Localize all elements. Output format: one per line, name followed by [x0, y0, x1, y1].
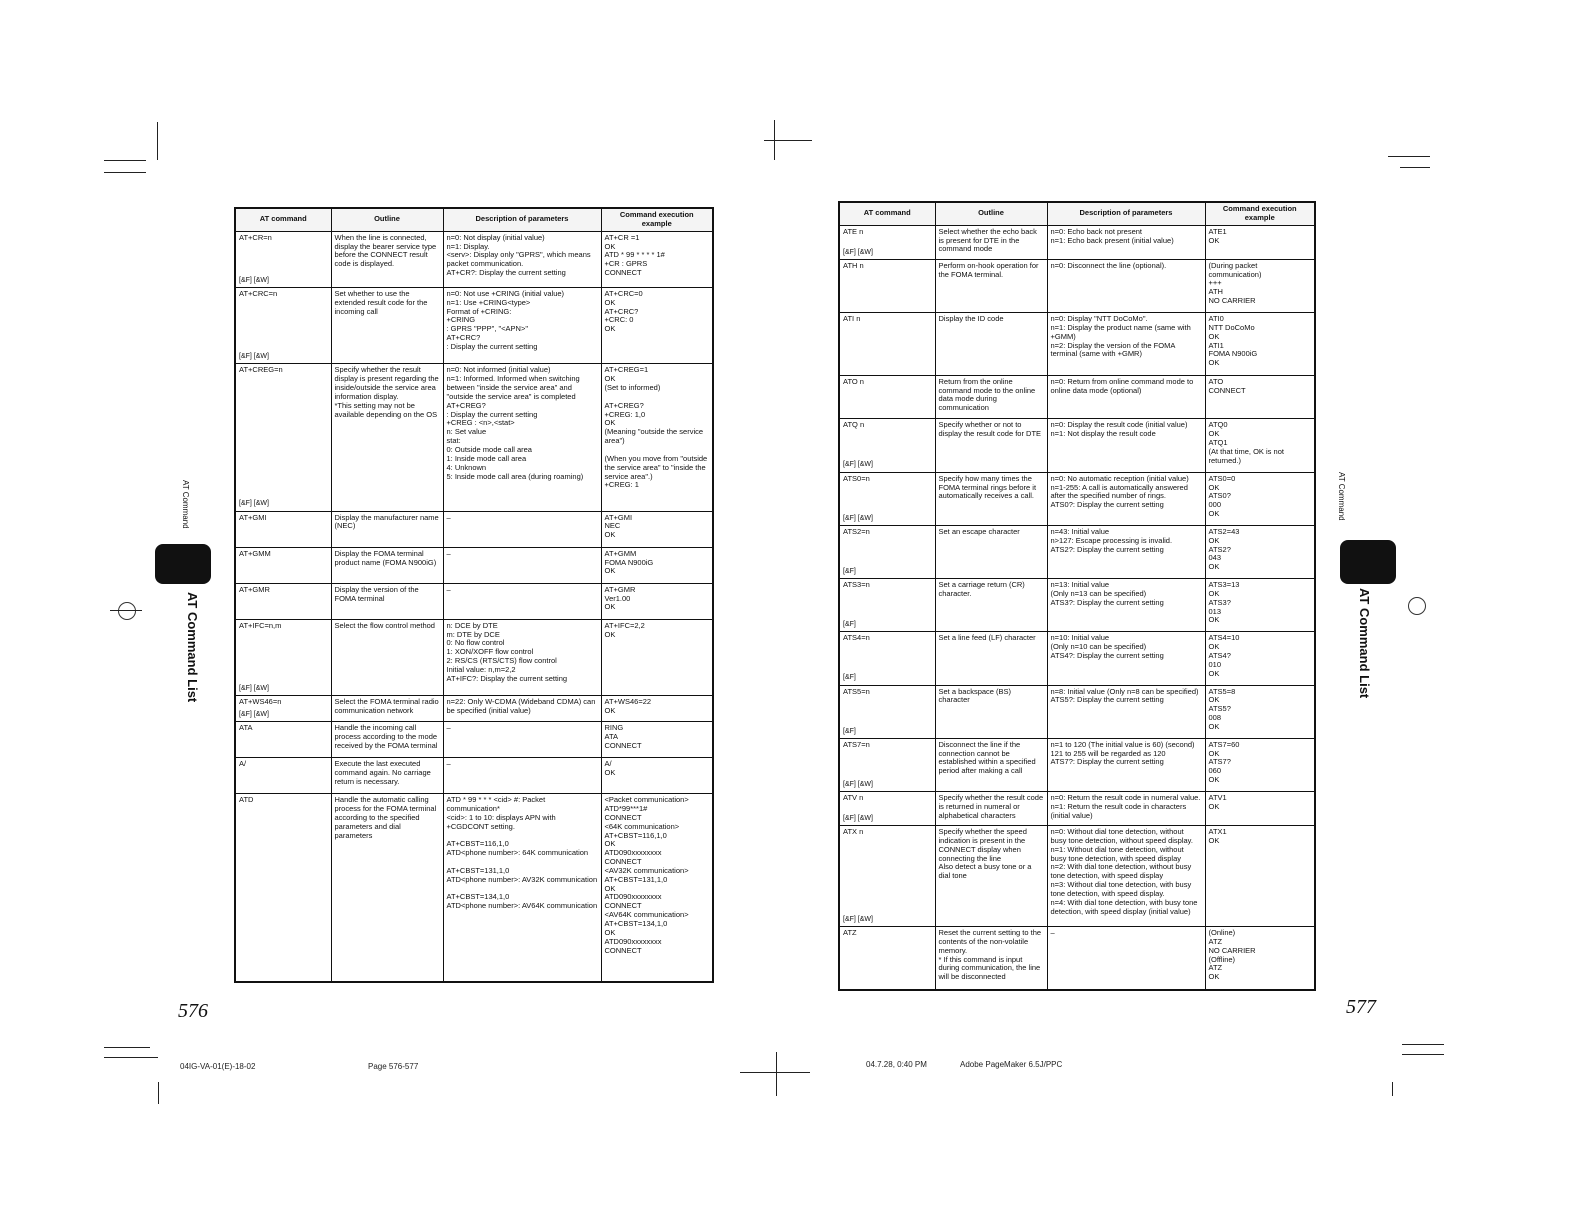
table-row: [235, 583, 713, 619]
cell-command: [839, 738, 935, 791]
crop-mark: [158, 1082, 159, 1104]
cell-example: ATS5=8 OK ATS5? 008 OK: [1205, 685, 1315, 738]
col-header-command: AT command: [235, 208, 331, 231]
cell-example: ATO CONNECT: [1205, 375, 1315, 419]
cell-outline: Specify whether the result code is returned in numeral or alphabetical characters: [935, 791, 1047, 825]
cell-params: n=0: Display the result code (initial value) n=1: Not display the result code: [1047, 419, 1205, 472]
save-flag: [&F] [&W]: [239, 500, 269, 508]
save-flag: [&F]: [843, 727, 856, 735]
crop-mark: [104, 1057, 158, 1058]
save-flag: [&F] [&W]: [843, 461, 873, 469]
cell-example: ATS2=43 OK ATS2? 043 OK: [1205, 525, 1315, 578]
save-flag: [&F] [&W]: [843, 814, 873, 822]
crop-mark: [104, 172, 146, 173]
cell-params: –: [443, 583, 601, 619]
cell-outline: When the line is connected, display the bearer service type before the CONNECT result code is displayed.: [331, 231, 443, 287]
cell-params: n=0: Display "NTT DoCoMo". n=1: Display the product name (same with +GMM) n=2: Display the version of the FOMA terminal (same with +GMR): [1047, 313, 1205, 376]
save-flag: [&F] [&W]: [843, 248, 873, 256]
cell-command: [235, 364, 331, 511]
table-row: [235, 287, 713, 363]
cell-command: [839, 791, 935, 825]
cell-params: –: [1047, 927, 1205, 990]
table-row: [235, 696, 713, 722]
cell-example: AT+CR =1 OK ATD * 99 * * * * 1# +CR : GPRS CONNECT: [601, 231, 713, 287]
command-name: ATX n: [843, 827, 864, 837]
col-header-params: Description of parameters: [1047, 202, 1205, 225]
table-row: [839, 685, 1315, 738]
left-at-command-table: [234, 207, 714, 983]
table-row: [839, 313, 1315, 376]
cell-outline: Specify how many times the FOMA terminal rings before it automatically receives a call.: [935, 472, 1047, 525]
footer-pages: Page 576-577: [368, 1062, 419, 1071]
cell-command: [839, 579, 935, 632]
right-at-command-table: [838, 201, 1316, 991]
chapter-tab: [1340, 540, 1396, 584]
col-header-params: Description of parameters: [443, 208, 601, 231]
cell-command: [235, 287, 331, 363]
cell-outline: Specify whether or not to display the result code for DTE: [935, 419, 1047, 472]
table-row: [235, 547, 713, 583]
cell-outline: Set an escape character: [935, 525, 1047, 578]
crop-mark: [1402, 1054, 1444, 1055]
table-row: [235, 722, 713, 758]
cell-params: n=22: Only W-CDMA (Wideband CDMA) can be specified (initial value): [443, 696, 601, 722]
cell-outline: Specify whether the result display is present regarding the inside/outside the service area information display. *This setting may not be available depending on the OS: [331, 364, 443, 511]
side-label: AT Command List: [185, 592, 200, 703]
cell-outline: Reset the current setting to the contents of the non-volatile memory. * If this command is input during communication, the line will be disconnected: [935, 927, 1047, 990]
table-row: [839, 927, 1315, 990]
cell-params: –: [443, 547, 601, 583]
command-name: ATI n: [843, 314, 861, 323]
cell-params: –: [443, 722, 601, 758]
cell-outline: Display the manufacturer name (NEC): [331, 511, 443, 547]
cell-command: [839, 259, 935, 312]
cell-example: AT+CRC=0 OK AT+CRC? +CRC: 0 OK: [601, 287, 713, 363]
cell-command: [839, 472, 935, 525]
cell-example: (During packet communication) +++ ATH NO CARRIER: [1205, 259, 1315, 312]
crop-mark: [1392, 1082, 1393, 1096]
cell-outline: Set whether to use the extended result code for the incoming call: [331, 287, 443, 363]
table-row: [839, 738, 1315, 791]
table-row: [235, 231, 713, 287]
table-row: [839, 225, 1315, 259]
cell-command: [235, 231, 331, 287]
cell-example: AT+GMR Ver1.00 OK: [601, 583, 713, 619]
table-row: [839, 472, 1315, 525]
command-name: ATS7=n: [843, 739, 870, 749]
save-flag: [&F]: [843, 674, 856, 682]
cell-outline: Select the FOMA terminal radio communication network: [331, 696, 443, 722]
cell-example: ATQ0 OK ATQ1 (At that time, OK is not returned.): [1205, 419, 1315, 472]
cell-params: n=0: Return from online command mode to online data mode (optional): [1047, 375, 1205, 419]
crop-mark: [776, 1052, 777, 1096]
cell-outline: Return from the online command mode to the online data mode during communication: [935, 375, 1047, 419]
cell-outline: Disconnect the line if the connection cannot be established within a specified period after making a call: [935, 738, 1047, 791]
crop-mark: [764, 140, 812, 141]
cell-example: (Online) ATZ NO CARRIER (Offline) ATZ OK: [1205, 927, 1315, 990]
command-name: ATO n: [843, 376, 864, 386]
cell-example: A/ OK: [601, 758, 713, 794]
cell-outline: Display the FOMA terminal product name (FOMA N900iG): [331, 547, 443, 583]
cell-command: [235, 696, 331, 722]
cell-outline: Display the version of the FOMA terminal: [331, 583, 443, 619]
cell-params: –: [443, 758, 601, 794]
cell-command: [839, 419, 935, 472]
cell-outline: Set a line feed (LF) character: [935, 632, 1047, 685]
crop-mark: [1402, 1044, 1444, 1045]
cell-example: AT+GMI NEC OK: [601, 511, 713, 547]
crop-mark: [1388, 156, 1430, 157]
cell-example: ATV1 OK: [1205, 791, 1315, 825]
side-label-small: AT Command: [181, 480, 190, 529]
cell-command: [839, 375, 935, 419]
crop-mark: [104, 1047, 150, 1048]
cell-outline: Perform on-hook operation for the FOMA terminal.: [935, 259, 1047, 312]
command-name: AT+CRC=n: [239, 288, 278, 298]
cell-example: ATS0=0 OK ATS0? 000 OK: [1205, 472, 1315, 525]
crop-mark: [110, 610, 142, 611]
save-flag: [&F] [&W]: [239, 710, 269, 718]
save-flag: [&F] [&W]: [239, 684, 269, 692]
cell-params: n=43: Initial value n>127: Escape processing is invalid. ATS2?: Display the current setting: [1047, 525, 1205, 578]
cell-command: [839, 826, 935, 927]
cell-params: n=0: Return the result code in numeral value. n=1: Return the result code in characters (initial value): [1047, 791, 1205, 825]
command-name: AT+GMI: [239, 512, 267, 522]
table-row: [839, 259, 1315, 312]
command-name: AT+CR=n: [239, 232, 272, 242]
registration-mark: [1408, 597, 1426, 615]
table-header-row: [839, 202, 1315, 225]
cell-example: AT+IFC=2,2 OK: [601, 619, 713, 695]
table-row: [839, 419, 1315, 472]
table-row: [235, 758, 713, 794]
crop-mark: [104, 160, 146, 161]
cell-params: n=1 to 120 (The initial value is 60) (second) 121 to 255 will be regarded as 120 ATS7?: Display the current setting: [1047, 738, 1205, 791]
table-row: [839, 525, 1315, 578]
cell-params: ATD * 99 * * * <cid> #: Packet communication* <cid>: 1 to 10: displays APN with +CGDCONT setting. AT+CBST=116,1,0 ATD<phone number>: 64K communication AT+CBST=131,1,0 ATD<phone number>: AV32K communication AT+CBST=134,1,0 ATD<phone number>: AV64K communication: [443, 794, 601, 982]
cell-params: n=0: No automatic reception (initial value) n=1-255: A call is automatically answered after the specified number of rings. ATS0?: Display the current setting: [1047, 472, 1205, 525]
table-row: [235, 364, 713, 511]
cell-example: ATE1 OK: [1205, 225, 1315, 259]
side-label: AT Command List: [1357, 588, 1372, 699]
cell-command: [235, 547, 331, 583]
command-name: ATS2=n: [843, 526, 870, 536]
col-header-example: Command execution example: [1205, 202, 1315, 225]
cell-outline: Select whether the echo back is present for DTE in the command mode: [935, 225, 1047, 259]
cell-outline: Handle the incoming call process according to the mode received by the FOMA terminal: [331, 722, 443, 758]
command-name: ATQ n: [843, 420, 865, 430]
command-name: AT+CREG=n: [239, 365, 283, 375]
cell-command: [235, 722, 331, 758]
page-number-right: 577: [1346, 996, 1376, 1018]
footer-timestamp: 04.7.28, 0:40 PM: [866, 1060, 927, 1069]
cell-command: [839, 313, 935, 376]
cell-params: n=0: Without dial tone detection, without busy tone detection, without speed display. n=1: Without dial tone detection, without busy tone detection, with speed display n=2: With dial tone detection, without busy tone detection, with speed display n=3: Without dial tone detection, with busy tone detection, with speed display. n=4: With dial tone detection, with busy tone detection, with speed display (initial value): [1047, 826, 1205, 927]
cell-outline: Execute the last executed command again. No carriage return is necessary.: [331, 758, 443, 794]
command-name: AT+IFC=n,m: [239, 620, 282, 630]
command-name: AT+GMR: [239, 584, 270, 594]
col-header-command: AT command: [839, 202, 935, 225]
crop-mark: [1400, 167, 1430, 168]
col-header-outline: Outline: [331, 208, 443, 231]
save-flag: [&F]: [843, 567, 856, 575]
cell-params: n=13: Initial value (Only n=13 can be specified) ATS3?: Display the current setting: [1047, 579, 1205, 632]
cell-example: AT+GMM FOMA N900iG OK: [601, 547, 713, 583]
table-row: [839, 791, 1315, 825]
cell-outline: Set a backspace (BS) character: [935, 685, 1047, 738]
cell-command: [839, 225, 935, 259]
footer-app: Adobe PageMaker 6.5J/PPC: [960, 1060, 1063, 1069]
table-row: [839, 826, 1315, 927]
cell-command: [839, 685, 935, 738]
col-header-example: Command execution example: [601, 208, 713, 231]
command-name: AT+WS46=n: [239, 697, 282, 707]
registration-mark: [118, 602, 136, 620]
cell-outline: Select the flow control method: [331, 619, 443, 695]
save-flag: [&F] [&W]: [843, 514, 873, 522]
command-name: ATZ: [843, 928, 857, 938]
command-name: ATS3=n: [843, 580, 870, 590]
cell-example: AT+WS46=22 OK: [601, 696, 713, 722]
command-name: AT+GMM: [239, 548, 271, 558]
cell-params: n: DCE by DTE m: DTE by DCE 0: No flow control 1: XON/XOFF flow control 2: RS/CS (RTS/CTS) flow control Initial value: n,m=2,2 AT+IFC?: Display the current setting: [443, 619, 601, 695]
command-name: ATS5=n: [843, 686, 870, 696]
save-flag: [&F] [&W]: [239, 353, 269, 361]
cell-params: –: [443, 511, 601, 547]
table-header-row: [235, 208, 713, 231]
cell-example: RING ATA CONNECT: [601, 722, 713, 758]
table-row: [839, 579, 1315, 632]
cell-params: n=0: Not use +CRING (initial value) n=1: Use +CRING<type> Format of +CRING: +CRING : GPRS "PPP", "<APN>" AT+CRC? : Display the current setting: [443, 287, 601, 363]
page-number-left: 576: [178, 1000, 208, 1022]
cell-example: ATS3=13 OK ATS3? 013 OK: [1205, 579, 1315, 632]
cell-example: <Packet communication> ATD*99***1# CONNECT <64K communication> AT+CBST=116,1,0 OK ATD090xxxxxxxx CONNECT <AV32K communication> AT+CBST=131,1,0 OK ATD090xxxxxxxx CONNECT <AV64K communication> AT+CBST=134,1,0 OK ATD090xxxxxxxx CONNECT: [601, 794, 713, 982]
crop-mark: [740, 1072, 810, 1073]
cell-command: [235, 758, 331, 794]
cell-command: [235, 583, 331, 619]
table-row: [235, 794, 713, 982]
command-name: ATA: [239, 723, 253, 733]
cell-params: n=0: Not display (initial value) n=1: Display. <serv>: Display only "GPRS", which means packet communication. AT+CR?: Display the current setting: [443, 231, 601, 287]
chapter-tab: [155, 544, 211, 584]
save-flag: [&F]: [843, 621, 856, 629]
save-flag: [&F] [&W]: [843, 780, 873, 788]
side-label-small: AT Command: [1337, 472, 1346, 521]
table-row: [839, 632, 1315, 685]
footer-file-id: 04IG-VA-01(E)-18-02: [180, 1062, 256, 1071]
table-row: [839, 375, 1315, 419]
command-name: ATD: [239, 795, 254, 805]
cell-outline: Handle the automatic calling process for the FOMA terminal according to the specified parameters and dial parameters: [331, 794, 443, 982]
command-name: ATH n: [843, 260, 864, 270]
cell-params: n=0: Disconnect the line (optional).: [1047, 259, 1205, 312]
cell-example: ATS4=10 OK ATS4? 010 OK: [1205, 632, 1315, 685]
table-row: [235, 619, 713, 695]
cell-params: n=0: Not informed (initial value) n=1: Informed. Informed when switching between "inside the service area" and "outside the service area" is completed AT+CREG? : Display the current setting +CREG : <n>,<stat> n: Set value stat: 0: Outside mode call area 1: Inside mode call area 4: Unknown 5: Inside mode call area (during roaming): [443, 364, 601, 511]
command-name: ATS4=n: [843, 633, 870, 643]
command-name: A/: [239, 759, 247, 769]
command-name: ATV n: [843, 792, 864, 802]
cell-params: n=8: Initial value (Only n=8 can be specified) ATS5?: Display the current setting: [1047, 685, 1205, 738]
cell-command: [235, 511, 331, 547]
command-name: ATS0=n: [843, 473, 870, 483]
cell-outline: Specify whether the speed indication is present in the CONNECT display when connecting the line Also detect a busy tone or a dial tone: [935, 826, 1047, 927]
cell-command: [235, 619, 331, 695]
cell-command: [839, 525, 935, 578]
crop-mark: [157, 122, 158, 160]
cell-command: [235, 794, 331, 982]
col-header-outline: Outline: [935, 202, 1047, 225]
cell-example: ATI0 NTT DoCoMo OK ATI1 FOMA N900iG OK: [1205, 313, 1315, 376]
cell-example: ATX1 OK: [1205, 826, 1315, 927]
cell-params: n=0: Echo back not present n=1: Echo back present (initial value): [1047, 225, 1205, 259]
table-row: [235, 511, 713, 547]
cell-example: AT+CREG=1 OK (Set to informed) AT+CREG? +CREG: 1,0 OK (Meaning "outside the service area") (When you move from "outside the service area" to "inside the service area".) +CREG: 1: [601, 364, 713, 511]
cell-command: [839, 632, 935, 685]
cell-outline: Set a carriage return (CR) character.: [935, 579, 1047, 632]
cell-params: n=10: Initial value (Only n=10 can be specified) ATS4?: Display the current setting: [1047, 632, 1205, 685]
cell-outline: Display the ID code: [935, 313, 1047, 376]
cell-example: ATS7=60 OK ATS7? 060 OK: [1205, 738, 1315, 791]
cell-command: [839, 927, 935, 990]
save-flag: [&F] [&W]: [843, 915, 873, 923]
command-name: ATE n: [843, 226, 864, 236]
save-flag: [&F] [&W]: [239, 276, 269, 284]
